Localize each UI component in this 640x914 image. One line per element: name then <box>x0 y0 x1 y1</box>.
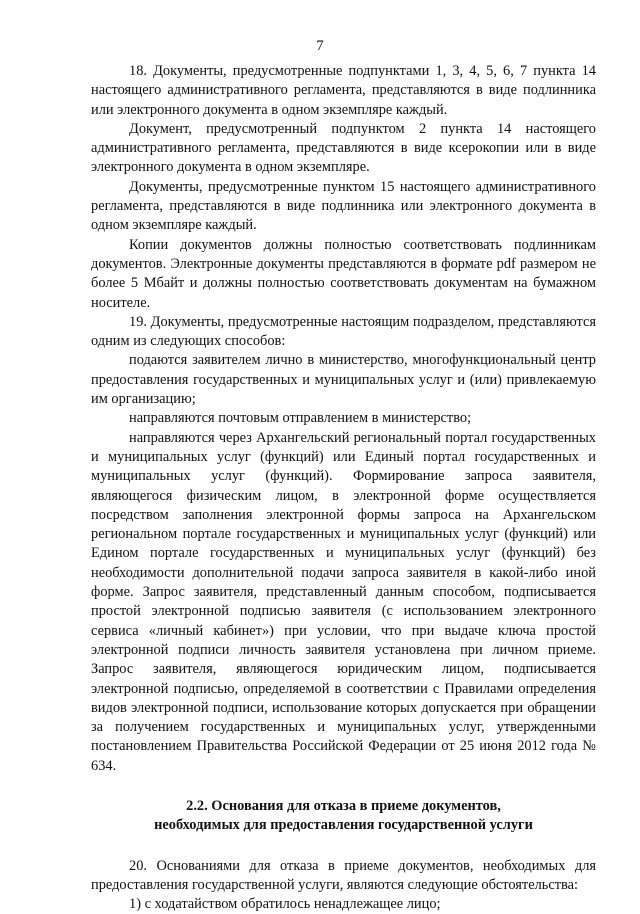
section-heading-line: 2.2. Основания для отказа в приеме документов, <box>186 797 501 814</box>
paragraph: 20. Основаниями для отказа в приеме документов, необходимых для предоставления государственной услуги, являются следующие обстоятельства: <box>91 857 596 893</box>
paragraph: направляются через Архангельский региональный портал государственных и муниципальных услуг (функций) или Единый портал государственных и муниципальных услуг (функций). Формирование запроса заявителя, являющегося физическим лицом, в электронной форме осуществляется посредством заполнения электронной формы запроса на Архангельском региональном портале государственных и муниципальных услуг (функций) или Едином портале государственных и муниципальных услуг (функций) без необходимости дополнительной подачи запроса заявителя в какой-либо иной форме. Запрос заявителя, представленный данным способом, подписывается простой электронной подписью заявителя (с использованием электронного сервиса «личный кабинет») при условии, что при выдаче ключа простой электронной подписи личность заявителя установлена при личном приеме. Запрос заявителя, являющегося юридическим лицом, подписывается электронной подписью, определяемой в соответствии с Правилами определения видов электронной подписи, использование которых допускается при обращении за получением государственных и муниципальных услуг, утвержденными постановлением Правительства Российской Федерации от 25 июня 2012 года № 634. <box>91 429 596 774</box>
paragraph: Документы, предусмотренные пунктом 15 настоящего административного регламента, представляются в виде подлинника или электронного документа в одном экземпляре каждый. <box>91 178 596 234</box>
paragraph: Документ, предусмотренный подпунктом 2 пункта 14 настоящего административного регламента, представляются в виде ксерокопии или в виде электронного документа в одном экземпляре. <box>91 120 596 176</box>
paragraph: подаются заявителем лично в министерство, многофункциональный центр предоставления государственных и муниципальных услуг и (или) привлекаемую им организацию; <box>91 352 596 408</box>
paragraph: 19. Документы, предусмотренные настоящим подразделом, представляются одним из следующих способов: <box>91 313 596 350</box>
document-body <box>91 62 596 914</box>
paragraph: 18. Документы, предусмотренные подпунктами 1, 3, 4, 5, 6, 7 пункта 14 настоящего административного регламента, представляются в виде подлинника или электронного документа в одном экземпляре каждый. <box>91 63 596 118</box>
page-number: 7 <box>316 38 324 54</box>
section-heading <box>91 797 596 836</box>
paragraph: 1) с ходатайством обратилось ненадлежащее лицо; <box>129 896 441 913</box>
paragraph: Копии документов должны полностью соответствовать подлинникам документов. Электронные документы представляются в формате pdf размером не более 5 Мбайт и должны полностью соответствовать документам на бумажном носителе. <box>91 236 596 311</box>
paragraph: направляются почтовым отправлением в министерство; <box>129 410 472 427</box>
section-heading-line: необходимых для предоставления государственной услуги <box>154 817 533 834</box>
